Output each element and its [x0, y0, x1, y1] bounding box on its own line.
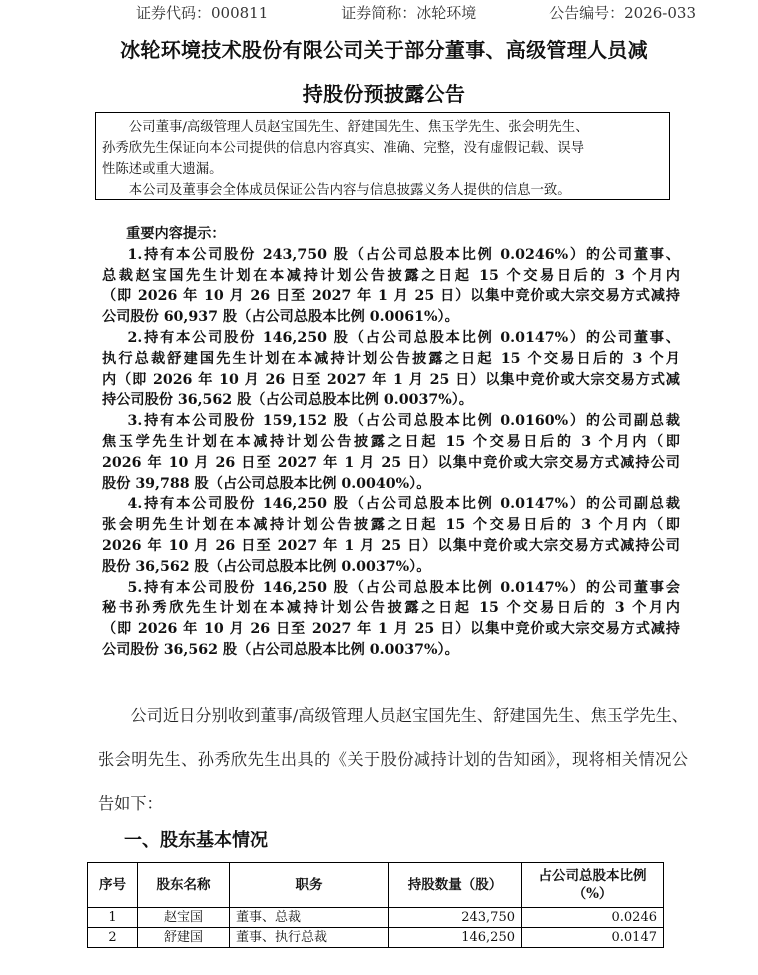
key-point-line: 公司股份 60,937 股（占公司总股本比例 0.0061%）。	[102, 309, 459, 326]
col-header-no: 序号	[88, 863, 138, 908]
section-1-title: 一、股东基本情况	[124, 830, 268, 851]
col-header-shares: 持股数量（股）	[389, 863, 522, 908]
key-point-line: 张会明先生计划在本减持计划公告披露之日起 15 个交易日后的 3 个月内（即	[102, 517, 680, 534]
key-point-line: 5.持有本公司股份 146,250 股（占公司总股本比例 0.0147%）的公司董事会	[127, 579, 680, 596]
key-point-line: 股份 36,562 股（占公司总股本比例 0.0037%）。	[102, 558, 431, 575]
table-row	[88, 928, 664, 948]
guarantee-notice-box	[95, 112, 670, 200]
cell-shares: 243,750	[389, 908, 522, 928]
shareholder-table	[87, 862, 664, 948]
key-point-line: 焦玉学先生计划在本减持计划公告披露之日起 15 个交易日后的 3 个月内（即	[102, 433, 680, 450]
notice-number: 公告编号：2026-033	[549, 4, 696, 22]
cell-shares: 146,250	[389, 928, 522, 948]
cell-ratio: 0.0246	[522, 908, 664, 928]
cell-ratio: 0.0147	[522, 928, 664, 948]
col-header-position: 职务	[230, 863, 389, 908]
key-point-line: 秘书孙秀欣先生计划在本减持计划公告披露之日起 15 个交易日后的 3 个月内	[102, 600, 680, 617]
key-point-line: 内（即 2026 年 10 月 26 日至 2027 年 1 月 25 日）以集中竞价或大宗交易方式减	[102, 371, 680, 388]
key-point-line: 2.持有本公司股份 146,250 股（占公司总股本比例 0.0147%）的公司董事、	[127, 329, 680, 346]
stock-short-name: 证券简称：冰轮环境	[341, 4, 477, 22]
table-row	[88, 908, 664, 928]
notice-line: 孙秀欣先生保证向本公司提供的信息内容真实、准确、完整，没有虚假记载、误导	[102, 141, 585, 156]
key-point-line: 2026 年 10 月 26 日至 2027 年 1 月 25 日）以集中竞价或大宗交易方式减持公司	[102, 454, 680, 471]
key-point-line: （即 2026 年 10 月 26 日至 2027 年 1 月 25 日）以集中竞价或大宗交易方式减持	[102, 621, 680, 638]
key-point-line: 执行总裁舒建国先生计划在本减持计划公告披露之日起 15 个交易日后的 3 个月	[102, 350, 680, 367]
key-point-line: 公司股份 36,562 股（占公司总股本比例 0.0037%）。	[102, 641, 459, 658]
cell-name: 赵宝国	[138, 908, 230, 928]
document-title-line-2: 持股份预披露公告	[302, 82, 466, 106]
key-points-label: 重要内容提示：	[126, 226, 226, 242]
cell-position: 董事、执行总裁	[230, 928, 389, 948]
stock-code: 证券代码：000811	[136, 4, 269, 22]
notice-line: 性陈述或重大遗漏。	[102, 162, 223, 177]
key-point-line: 股份 39,788 股（占公司总股本比例 0.0040%）。	[102, 475, 431, 492]
key-point-line: 2026 年 10 月 26 日至 2027 年 1 月 25 日）以集中竞价或大宗交易方式减持公司	[102, 537, 680, 554]
key-points	[102, 224, 680, 661]
key-point-line: 4.持有本公司股份 146,250 股（占公司总股本比例 0.0147%）的公司副总裁	[127, 496, 680, 513]
document-title-line-1: 冰轮环境技术股份有限公司关于部分董事、高级管理人员减	[120, 38, 648, 62]
cell-name: 舒建国	[138, 928, 230, 948]
notice-line: 本公司及董事会全体成员保证公告内容与信息披露义务人提供的信息一致。	[128, 183, 571, 198]
notice-line: 公司董事/高级管理人员赵宝国先生、舒建国先生、焦玉学先生、张会明先生、	[128, 120, 589, 135]
body-paragraph-container	[98, 694, 688, 826]
table-header-row	[88, 863, 664, 908]
key-point-line: 总裁赵宝国先生计划在本减持计划公告披露之日起 15 个交易日后的 3 个月内	[102, 267, 680, 284]
key-point-line: 3.持有本公司股份 159,152 股（占公司总股本比例 0.0160%）的公司副总裁	[127, 413, 680, 430]
document-header	[136, 2, 696, 24]
cell-no: 1	[88, 908, 138, 928]
col-header-name: 股东名称	[138, 863, 230, 908]
key-point-line: （即 2026 年 10 月 26 日至 2027 年 1 月 25 日）以集中竞价或大宗交易方式减持	[102, 288, 680, 305]
cell-no: 2	[88, 928, 138, 948]
key-point-line: 持公司股份 36,562 股（占公司总股本比例 0.0037%）。	[102, 392, 473, 409]
col-header-ratio: 占公司总股本比例（%）	[522, 863, 664, 908]
key-point-line: 1.持有本公司股份 243,750 股（占公司总股本比例 0.0246%）的公司董事、	[127, 246, 680, 263]
cell-position: 董事、总裁	[230, 908, 389, 928]
body-paragraph: 公司近日分别收到董事/高级管理人员赵宝国先生、舒建国先生、焦玉学先生、张会明先生、孙秀欣先生出具的《关于股份减持计划的告知函》，现将相关情况公告如下：	[98, 706, 688, 813]
